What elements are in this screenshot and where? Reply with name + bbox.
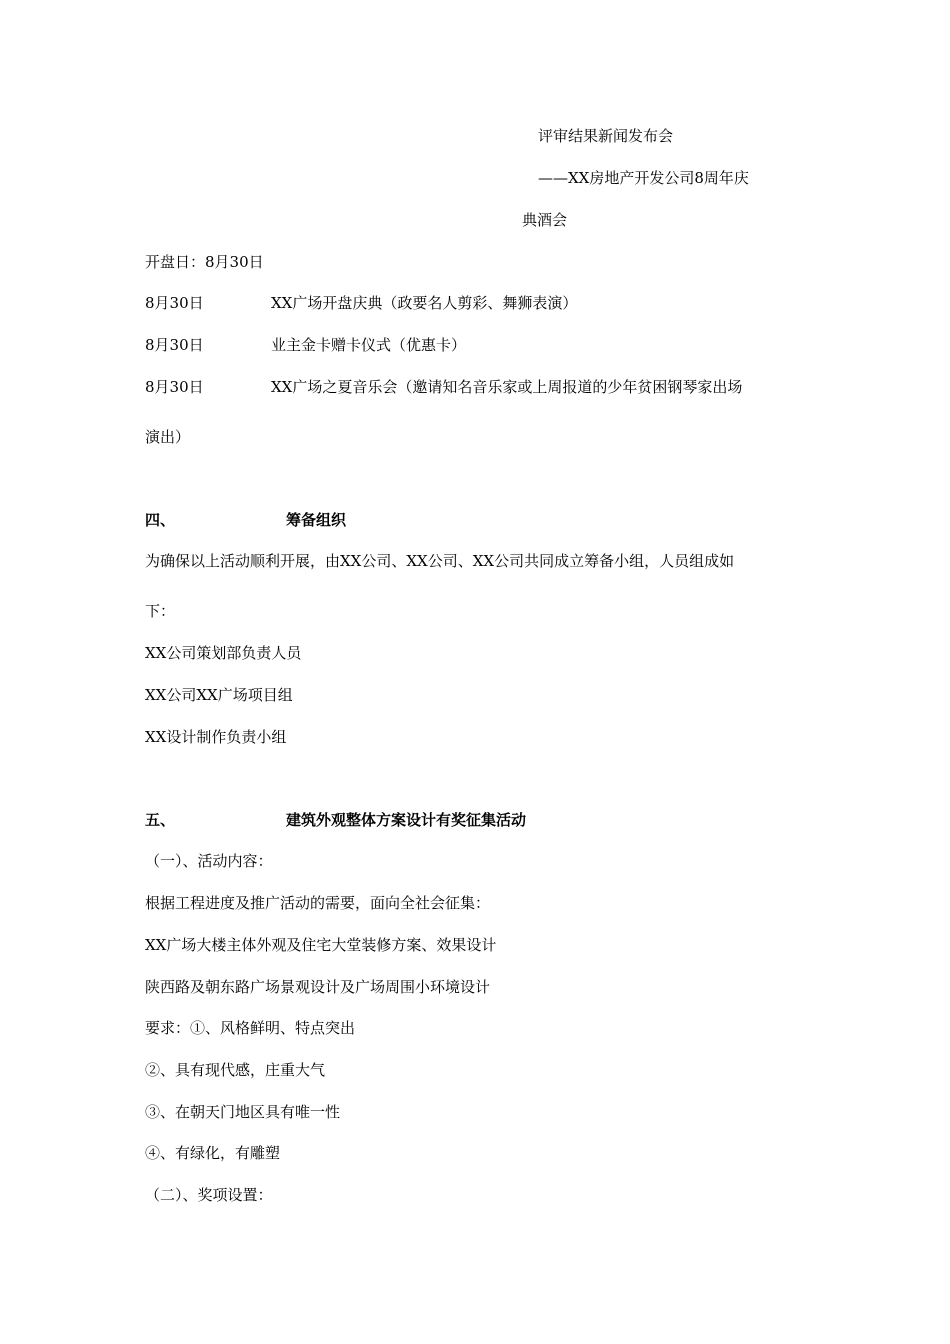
schedule-date: 8月30日 — [145, 336, 204, 354]
section5-line: 根据工程进度及推广活动的需要，面向全社会征集： — [145, 894, 491, 912]
schedule-event: 业主金卡赠卡仪式（优惠卡） — [271, 336, 467, 354]
section5-number: 五、 — [145, 811, 176, 829]
section4-number: 四、 — [145, 511, 176, 529]
document-title: 评审结果新闻发布会 — [538, 127, 674, 145]
schedule-date: 8月30日 — [145, 378, 204, 396]
schedule-event: XX广场开盘庆典（政要名人剪彩、舞狮表演） — [271, 294, 578, 312]
document-subtitle-line1: ——XX房地产开发公司8周年庆 — [538, 169, 749, 187]
section5-line: 陕西路及朝东路广场景观设计及广场周围小环境设计 — [145, 978, 491, 996]
section5-line: 要求：①、风格鲜明、特点突出 — [145, 1019, 356, 1037]
section4-member: XX设计制作负责小组 — [145, 728, 287, 746]
section4-member: XX公司XX广场项目组 — [145, 686, 293, 704]
section5-line: ③、在朝天门地区具有唯一性 — [145, 1103, 341, 1121]
section5-sub2-heading: （二）、奖项设置： — [145, 1186, 273, 1204]
section5-line: XX广场大楼主体外观及住宅大堂装修方案、效果设计 — [145, 936, 497, 954]
section5-line: ④、有绿化，有雕塑 — [145, 1144, 281, 1162]
document-subtitle-line2: 典酒会 — [522, 211, 568, 229]
section5-title: 建筑外观整体方案设计有奖征集活动 — [286, 811, 527, 829]
schedule-event: XX广场之夏音乐会（邀请知名音乐家或上周报道的少年贫困钢琴家出场 — [271, 378, 743, 396]
section4-member: XX公司策划部负责人员 — [145, 644, 302, 662]
section4-title: 筹备组织 — [286, 511, 347, 529]
opening-day-label: 开盘日：8月30日 — [145, 253, 264, 271]
section4-intro-line2: 下： — [145, 602, 176, 620]
schedule-wrap-text: 演出） — [145, 428, 191, 446]
section5-sub1-heading: （一）、活动内容： — [145, 852, 273, 870]
schedule-date: 8月30日 — [145, 294, 204, 312]
section5-line: ②、具有现代感，庄重大气 — [145, 1061, 326, 1079]
section4-intro-line1: 为确保以上活动顺利开展，由XX公司、XX公司、XX公司共同成立筹备小组，人员组成如 — [145, 552, 735, 570]
